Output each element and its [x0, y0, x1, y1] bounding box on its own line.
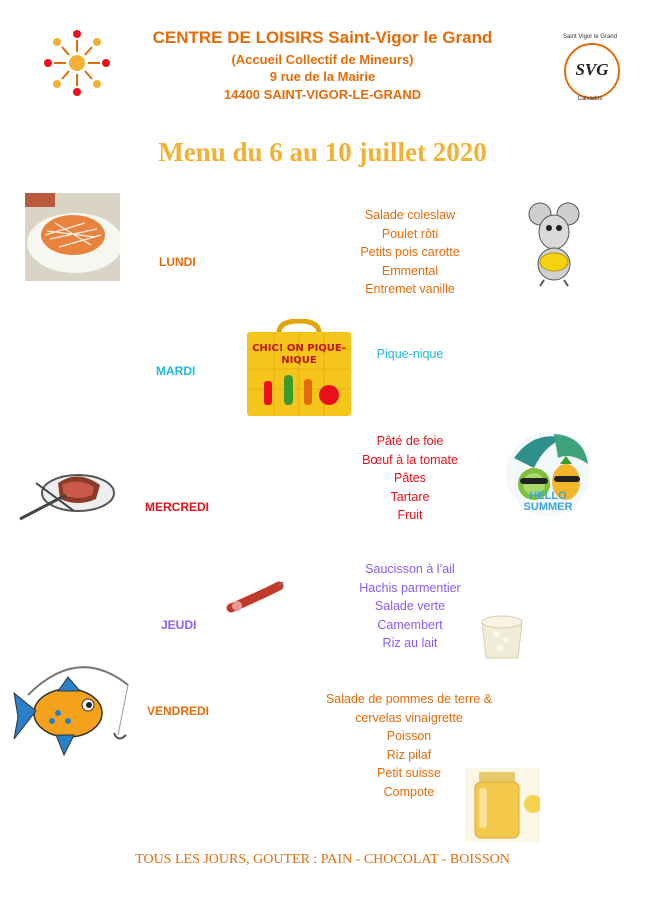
- list-item: Salade de pommes de terre &: [325, 692, 493, 706]
- list-item: Riz au lait: [382, 636, 438, 650]
- list-item: Tartare: [390, 489, 430, 504]
- list-item: Fruit: [397, 508, 423, 522]
- menu-title: Menu du 6 au 10 juillet 2020: [158, 137, 487, 167]
- sausage-icon: [225, 580, 285, 616]
- list-item: Salade coleslaw: [364, 208, 456, 222]
- list-item: Emmental: [381, 263, 439, 278]
- svg-logo: [564, 43, 620, 99]
- fishing-fish-icon: [8, 655, 133, 770]
- svg-logo-ring-bottom: Calvados: [577, 96, 603, 102]
- coleslaw-photo: [25, 193, 120, 281]
- hello-summer-sticker: [504, 428, 592, 522]
- list-item: Bœuf à la tomate: [362, 452, 458, 467]
- list-item: Riz pilaf: [386, 747, 432, 762]
- menu-list-jeudi: [330, 560, 490, 653]
- list-item: Pâté de foie: [376, 434, 444, 448]
- day-label-mardi: MARDI: [156, 364, 196, 378]
- rice-pudding-cup-icon: [476, 608, 528, 662]
- mouse-cheese-icon: [528, 198, 580, 288]
- menu-list-mardi: [370, 345, 450, 364]
- picnic-bag-image: [244, 319, 354, 416]
- list-item: Poisson: [386, 729, 432, 743]
- daily-snack-footer: TOUS LES JOURS, GOUTER : PAIN - CHOCOLAT - BOISSON: [135, 852, 510, 867]
- svg-logo-ring-top: Saint Vigor le Grand: [563, 34, 617, 40]
- svg-logo-text: SVG: [575, 60, 609, 79]
- day-label-mercredi: MERCREDI: [145, 500, 210, 514]
- day-label-vendredi: VENDREDI: [147, 704, 210, 718]
- roast-beef-icon: [18, 463, 116, 523]
- fish-illustration: [8, 655, 133, 770]
- list-item: Camembert: [377, 617, 443, 632]
- hello-summer-text: HELLO SUMMER: [523, 490, 573, 513]
- salad-plate-icon: [25, 193, 120, 281]
- mouse-illustration: [528, 198, 580, 288]
- list-item: Petits pois carotte: [360, 245, 460, 259]
- rice-pudding-photo: [476, 608, 528, 662]
- list-item: cervelas vinaigrette: [355, 710, 463, 725]
- list-item: Petit suisse: [377, 766, 441, 780]
- list-item: Entremet vanille: [365, 282, 455, 296]
- list-item: Compote: [383, 784, 435, 799]
- compote-jar-photo: [465, 768, 540, 842]
- list-item: Poulet rôti: [381, 226, 439, 241]
- picnic-bag-text: CHIC! ON PIQUE-NIQUE: [252, 343, 346, 366]
- list-item: Pâtes: [394, 471, 426, 485]
- menu-list-mercredi: [330, 432, 490, 525]
- centre-city: 14400 SAINT-VIGOR-LE-GRAND: [223, 87, 422, 102]
- list-item: Pique-nique: [376, 347, 444, 361]
- sausage-illustration: [225, 580, 285, 616]
- list-item: Hachis parmentier: [359, 580, 461, 595]
- centre-address: 9 rue de la Mairie: [269, 69, 376, 84]
- beef-illustration: [18, 463, 116, 523]
- centre-subtitle: (Accueil Collectif de Mineurs): [231, 52, 414, 67]
- list-item: Salade verte: [374, 599, 446, 613]
- compote-jar-icon: [465, 768, 540, 842]
- day-label-jeudi: JEUDI: [161, 618, 197, 632]
- picnic-bag-icon: [244, 319, 354, 416]
- menu-list-lundi: [320, 206, 500, 299]
- list-item: Saucisson à l’ail: [365, 562, 455, 576]
- centre-name: CENTRE DE LOISIRS Saint-Vigor le Grand: [152, 28, 493, 47]
- day-label-lundi: LUNDI: [159, 255, 196, 269]
